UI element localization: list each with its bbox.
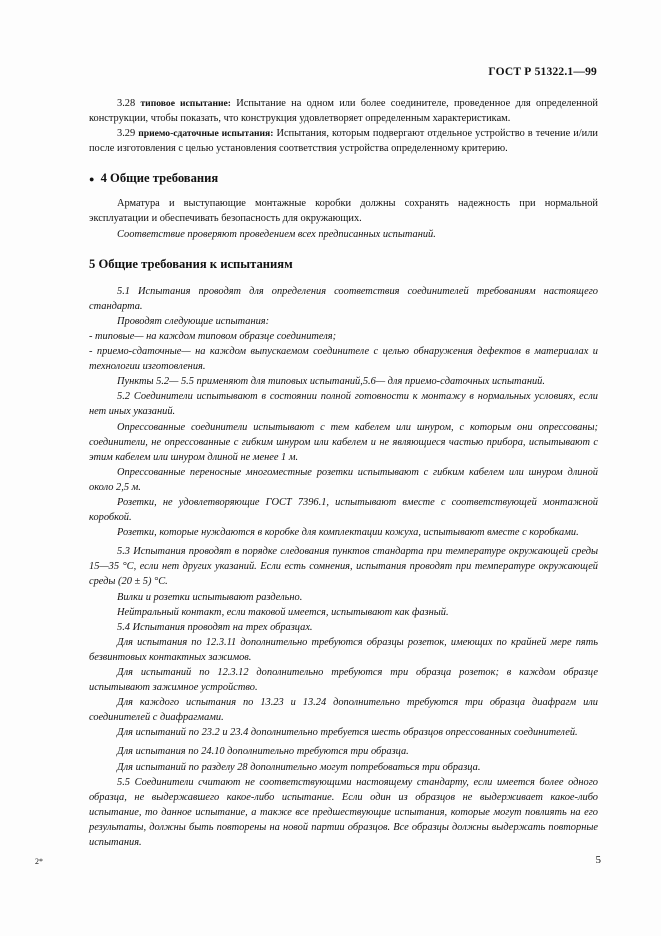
page-number: 5 bbox=[595, 854, 601, 866]
section-4-heading bbox=[89, 171, 598, 186]
definition-3-29 bbox=[89, 126, 598, 156]
paragraph-24-10: Для испытания по 24.10 дополнительно требуются три образца. bbox=[117, 746, 409, 758]
paragraph-5-4: 5.4 Испытания проводят на трех образцах. bbox=[117, 621, 313, 633]
paragraph-5-3: 5.3 Испытания проводят в порядке следования пунктов стандарта при температуре окружающей среды 15—35 °С, если нет других указаний. Если есть сомнения, испытания проводят при температуре окружающей среды (20 ± 5) °С. bbox=[89, 546, 598, 588]
section-4-title: 4 Общие требования bbox=[100, 171, 219, 186]
paragraph-12-3-12: Для испытаний по 12.3.12 дополнительно требуются три образца розеток; в каждом образце испытывают зажимное устройство. bbox=[89, 667, 598, 694]
paragraph-crimped: Опрессованные соединители испытывают с тем кабелем или шнуром, с которым они опрессованы; соединители, не опрессованные с гибким шнуром или кабелем и не являющиеся частью прибора, испытывают с этим кабелем или шнуром длиной не менее 1 м. bbox=[89, 421, 598, 463]
page-content bbox=[89, 96, 598, 850]
paragraph-portable: Опрессованные переносные многоместные розетки испытывают с гибким кабелем или шнуром длиной около 2,5 м. bbox=[89, 466, 598, 493]
definition-number: 3.29 bbox=[117, 128, 136, 140]
definition-text: Испытания, которым подвергают отдельное устройство в течение и/или после изготовления с целью установления соответствия устройства определенному критерию. bbox=[89, 128, 598, 155]
paragraph-plugs: Вилки и розетки испытывают раздельно. bbox=[117, 591, 303, 603]
paragraph-section-28: Для испытаний по разделу 28 дополнительно могут потребоваться три образца. bbox=[117, 761, 481, 773]
definition-text: Испытание на одном или более соединителе, проведенное для определенной конструкции, чтобы показать, что конструкция удовлетворяет определенным характеристикам. bbox=[89, 98, 598, 125]
definition-number: 3.28 bbox=[117, 98, 136, 109]
paragraph-neutral: Нейтральный контакт, если таковой имеется, испытывают как фазный. bbox=[117, 606, 449, 618]
paragraph-12-3-11: Для испытания по 12.3.11 дополнительно требуются образцы розеток, имеющих по крайней мере пять безвинтовых контактных зажимов. bbox=[89, 636, 598, 663]
list-item-type-tests: - типовые— на каждом типовом образце соединителя; bbox=[89, 330, 337, 342]
signature-mark: 2* bbox=[35, 857, 43, 866]
paragraph-5-1: 5.1 Испытания проводят для определения соответствия соединителей требованиям настоящего стандарта. bbox=[89, 285, 598, 312]
document-code: ГОСТ Р 51322.1—99 bbox=[488, 66, 597, 78]
paragraph-5-5: 5.5 Соединители считают не соответствующими настоящему стандарту, если имеется более одного образца, не выдержавшего какое-либо испытание. Если один из образцов не выдерживает какое-либо испытание, то данное испытание, а также все предшествующие испытания, которые могут повлиять на его результаты, должны быть повторены на новой партии образцов. Все образцы должны выдержать повторные испытания. bbox=[89, 776, 598, 849]
paragraph-points: Пункты 5.2— 5.5 применяют для типовых испытаний,5.6— для приемо-сдаточных испытаний. bbox=[117, 376, 545, 388]
section-4-paragraph: Арматура и выступающие монтажные коробки должны сохранять надежность при нормальной эксплуатации и обеспечивать безопасность для окружающих. bbox=[89, 198, 598, 225]
paragraph-boxes: Розетки, которые нуждаются в коробке для комплектации кожуха, испытывают вместе с коробками. bbox=[117, 527, 579, 539]
section-4-compliance: Соответствие проверяют проведением всех предписанных испытаний. bbox=[117, 228, 436, 240]
paragraph-13-23: Для каждого испытания по 13.23 и 13.24 дополнительно требуются три образца диафрагм или соединителей с диафрагмами. bbox=[89, 697, 598, 724]
section-5-heading: 5 Общие требования к испытаниям bbox=[89, 256, 293, 271]
paragraph-tests-intro: Проводят следующие испытания: bbox=[117, 315, 270, 327]
list-item-routine-tests: - приемо-сдаточные— на каждом выпускаемом соединителе с целью обнаружения дефектов в материалах и технологии изготовления. bbox=[89, 346, 598, 373]
paragraph-23-2: Для испытаний по 23.2 и 23.4 дополнительно требуется шесть образцов опрессованных соединителей. bbox=[117, 727, 578, 739]
definition-term: типовое испытание: bbox=[140, 98, 231, 109]
paragraph-gost: Розетки, не удовлетворяющие ГОСТ 7396.1, испытывают вместе с соответствующей монтажной коробкой. bbox=[89, 496, 598, 524]
definition-3-28 bbox=[89, 96, 598, 126]
change-bullet-icon: ● bbox=[89, 174, 95, 185]
paragraph-5-2: 5.2 Соединители испытывают в состоянии полной готовности к монтажу в нормальных условиях, если нет иных указаний. bbox=[89, 391, 598, 418]
definition-term: приемо-сдаточные испытания: bbox=[138, 128, 274, 140]
